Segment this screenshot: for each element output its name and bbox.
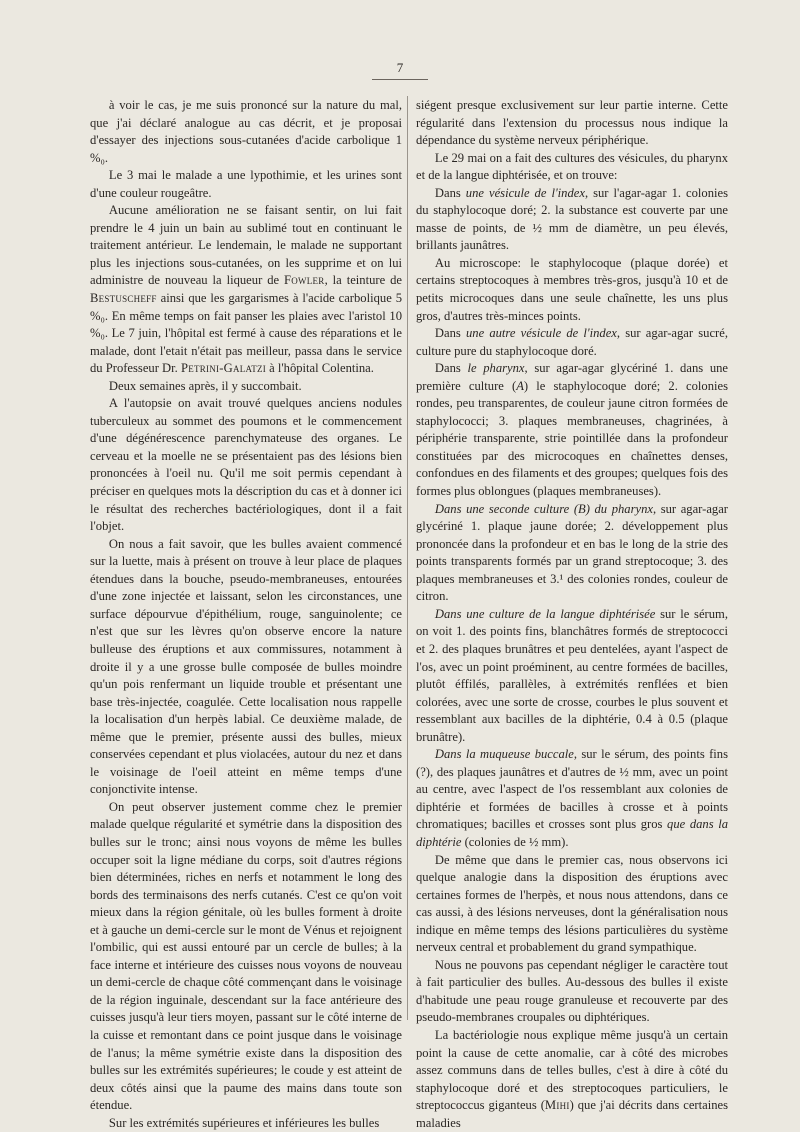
paragraph: Nous ne pouvons pas cependant négliger le caractère tout à fait particulier des bulles. Au-dessous des bulles il existe d'habitude une peau rouge granuleuse et recouverte par des pseudo-membranes croupales ou diphtériques. (416, 957, 728, 1025)
author-name: Petrini-Galatzi (180, 361, 267, 376)
paragraph (416, 360, 728, 500)
text-run: , sur l'agar-agar 1. colonies du staphylocoque doré; 2. la substance est couverte par une masse de points, de ½ mm de diamètre, un peu élevés, brillants jaunâtres. (416, 185, 728, 253)
paragraph: De même que dans le premier cas, nous observons ici quelque analogie dans la disposition des éruptions avec certaines formes de l'herpès, et nous nous attendons, dans ce cas aussi, à des lésions nerveuses, dont la généralisation nous indique en même temps des lésions particulières du système nerveux central et probablement du grand sympathique. (416, 852, 728, 955)
text-run: , la teinture de (324, 273, 402, 288)
text-run: Aucune amélioration ne se faisant sentir, on lui fait prendre le 4 juin un bain au sublimé tout en continuant le traitement antérieur. Le lendemain, le malade ne supportant plus les injections sous-cutanées, on les supprime et on lui administre de nouveau la liqueur de (90, 203, 402, 288)
text-run: La bactériologie nous explique même jusqu'à un certain point la cause de cette anomalie, car à côté des microbes assez communs dans de telles bulles, c'est à dire à côté du staphylocoque doré et des streptocoques particuliers, le streptococcus giganteus ( (416, 1027, 728, 1113)
paragraph: Deux semaines après, il y succombait. (108, 378, 302, 393)
author-name: Bestuscheff (90, 291, 157, 306)
paragraph: à voir le cas, je me suis prononcé sur la nature du mal, que j'ai déclaré analogue au cas décrit, et je proposai d'essayer des injections sous-cutanées d'acide carbolique 1 %₀. (90, 98, 402, 165)
paragraph: Le 3 mai le malade a une lypothimie, et les urines sont d'une couleur rougeâtre. (90, 168, 402, 200)
paragraph (416, 746, 728, 851)
paragraph (416, 325, 728, 360)
text-run: , sur agar-agar glycériné 1. plaque jaune dorée; 2. développement plus prononcée dans la profondeur et en bas le long de la strie des points transparents formés par un grand streptocoque; 3. des plaques membraneuses et 3.¹ des colonies rondes, couleur de citron. (416, 501, 728, 604)
text-run: ) que j'ai décrits dans certaines maladies (416, 1098, 728, 1130)
author-name: Fowler (284, 273, 325, 288)
paragraph: On nous a fait savoir, que les bulles avaient commencé sur la luette, mais à présent on trouve à leur place de plaques étendues dans la bouche, pseudo-membraneuses, entourées d'une zone injectée et laissant, selon les circonstances, une surface dépourvue d'épithélium, rouge, sanguinolente; ce n'est que sur les lèvres qu'on observe encore la nature bulleuse des éruptions et aux commissures, notamment à droite il y a une grosse bulle composée de bulles moindre qu'un pois renfermant un liquide trouble et présentant une base très-injectée, coagulée. Cette localisation nous rappelle la localisation d'un herpès labial. Ce deuxième malade, de même que le premier, présente aussi des bulles, mieux conservées cependant et plus violacées, autour du nez et dans le voisinage de l'oeil atteint en même temps d'une conjonctivite intense. (90, 536, 402, 797)
paragraph (416, 185, 728, 255)
text-run: sur le sérum, on voit 1. des points fins, blanchâtres formés de streptococci et 2. des plaques brunâtres et peu dentelées, ayant l'aspect de l'os, avec un point proéminent, au centre formées de bacilles, plutôt éffilés, parallèles, à extrémités renflées et bien colorées, avec une sorte de crosse, courbes le plus souvent et ressemblant aux bacilles de la diphtérie, 0.4 à 0.5 (plaque brunâtre). (416, 606, 728, 744)
text-run: , sur agar-agar glycériné 1. dans une première culture ( (416, 361, 729, 393)
paragraph: A l'autopsie on avait trouvé quelques anciens nodules tuberculeux au sommet des poumons et le commencement d'une dégénérescence parenchymateuse des organes. Le cerveau et la moelle ne se présentaient pas des lésions bien prononcées à l'oeil nu. Qu'il me soit permis cependant à préciser en quelques mots la déscription du cas et à donner ici le résultat des recherches bactériologiques, dont il a fait l'objet. (90, 396, 402, 534)
paragraph (90, 202, 402, 377)
emphasized-text: Dans une seconde culture (B) du pharynx (434, 501, 653, 516)
paragraph: siégent presque exclusivement sur leur partie interne. Cette régularité dans l'extension du processus nous indique la dépendance du système nerveux périphérique. (416, 98, 728, 148)
text-run: , sur agar-agar sucré, culture pure du staphylocoque doré. (416, 326, 728, 358)
right-column (416, 97, 728, 1132)
emphasized-text: A (516, 378, 524, 393)
paragraph: On peut observer justement comme chez le premier malade quelque régularité et symétrie dans la disposition des bulles sur le tronc; ainsi nous voyons de même les bulles occuper soit la ligne médiane du corps, soit d'autres régions bien déterminées, riches en nerfs et notamment le long des bords des terminaisons des nerfs cutanés. C'est ce qu'on voit mieux dans la région génitale, où les bulles forment à droite et à gauche un demi-cercle sur le mont de Vénus et rejoignent l'ombilic, qui est aussi entouré par un cercle de bulles; à la face interne et intérieure des cuisses nous voyons de nouveau un demi-cercle de chaque côté commençant dans le voisinage de la région inguinale, descendant sur la face antérieure des cuisses jusqu'à leur tiers moyen, passant sur le côté interne de la cuisse et remontant dans ce point jusque dans le voisinage de l'anus; la même symétrie existe dans la disposition des bulles sur les extrémités supérieures; le coude y est atteint de deux côtés ainsi que la paume des mains dans toute son étendue. (90, 799, 402, 1113)
text-run: ) le staphylocoque doré; 2. colonies rondes, peu transparentes, de couleur jaune citron formées de staphylococci; 3. plaques membraneuses, chagrinées, à périphérie transparente, strie pointillée dans la profondeur constituées par des microcoques en chaînettes denses, confondues en des filaments et des groupes; quelques fois des formes plus oblongues (plaques membraneuses). (416, 378, 728, 499)
paragraph: Le 29 mai on a fait des cultures des vésicules, du pharynx et de la langue diphtérisée, et on trouve: (416, 150, 728, 183)
text-run: à l'hôpital Colentina. (266, 361, 374, 376)
text-run: Dans (434, 361, 468, 376)
author-name: Mihi (544, 1098, 570, 1113)
paragraph: Sur les extrémités supérieures et inférieures les bulles (108, 1115, 380, 1130)
page-number: 7 (396, 60, 404, 75)
emphasized-text: une autre vésicule de l'index (465, 326, 617, 341)
emphasized-text: le pharynx (467, 361, 525, 376)
left-column (90, 97, 402, 1132)
text-run: (colonies de ½ mm). (461, 834, 569, 849)
paragraph (416, 1027, 728, 1132)
paragraph (416, 606, 728, 746)
text-run: Dans (434, 326, 466, 341)
paragraph (416, 501, 728, 606)
emphasized-text: que dans la diphtérie (416, 817, 728, 849)
emphasized-text: Dans la muqueuse buccale (434, 747, 574, 762)
emphasized-text: Dans une culture de la langue diphtérisée (434, 606, 656, 621)
column-divider (407, 96, 408, 1020)
paragraph: Au microscope: le staphylocoque (plaque dorée) et certains streptocoques à membres très-gros, jusqu'à 10 et de petits microcoques dans une seule chaînette, les uns plus gros, d'autres très-minces points. (416, 255, 728, 323)
text-run: ainsi que les gargarismes à l'acide carbolique 5 %₀. En même temps on fait panser les plaies avec l'aristol 10 %₀. Le 7 juin, l'hôpital est fermé à cause des réparations et le malade, dont l'etait n'était pas meilleur, passa dans le service du Professeur Dr. (90, 291, 402, 376)
emphasized-text: une vésicule de l'index (465, 185, 585, 200)
text-run: , sur le sérum, des points fins (?), des plaques jaunâtres et d'autres de ½ mm, avec un point au centre, avec l'aspect de l'os ressemblant aux colonies de diphtérie et formées de bacilles à crosse et à points chromatiques; bacilles et crosses sont plus gros (416, 747, 728, 832)
text-run: Dans (434, 185, 466, 200)
header-rule (372, 79, 428, 80)
